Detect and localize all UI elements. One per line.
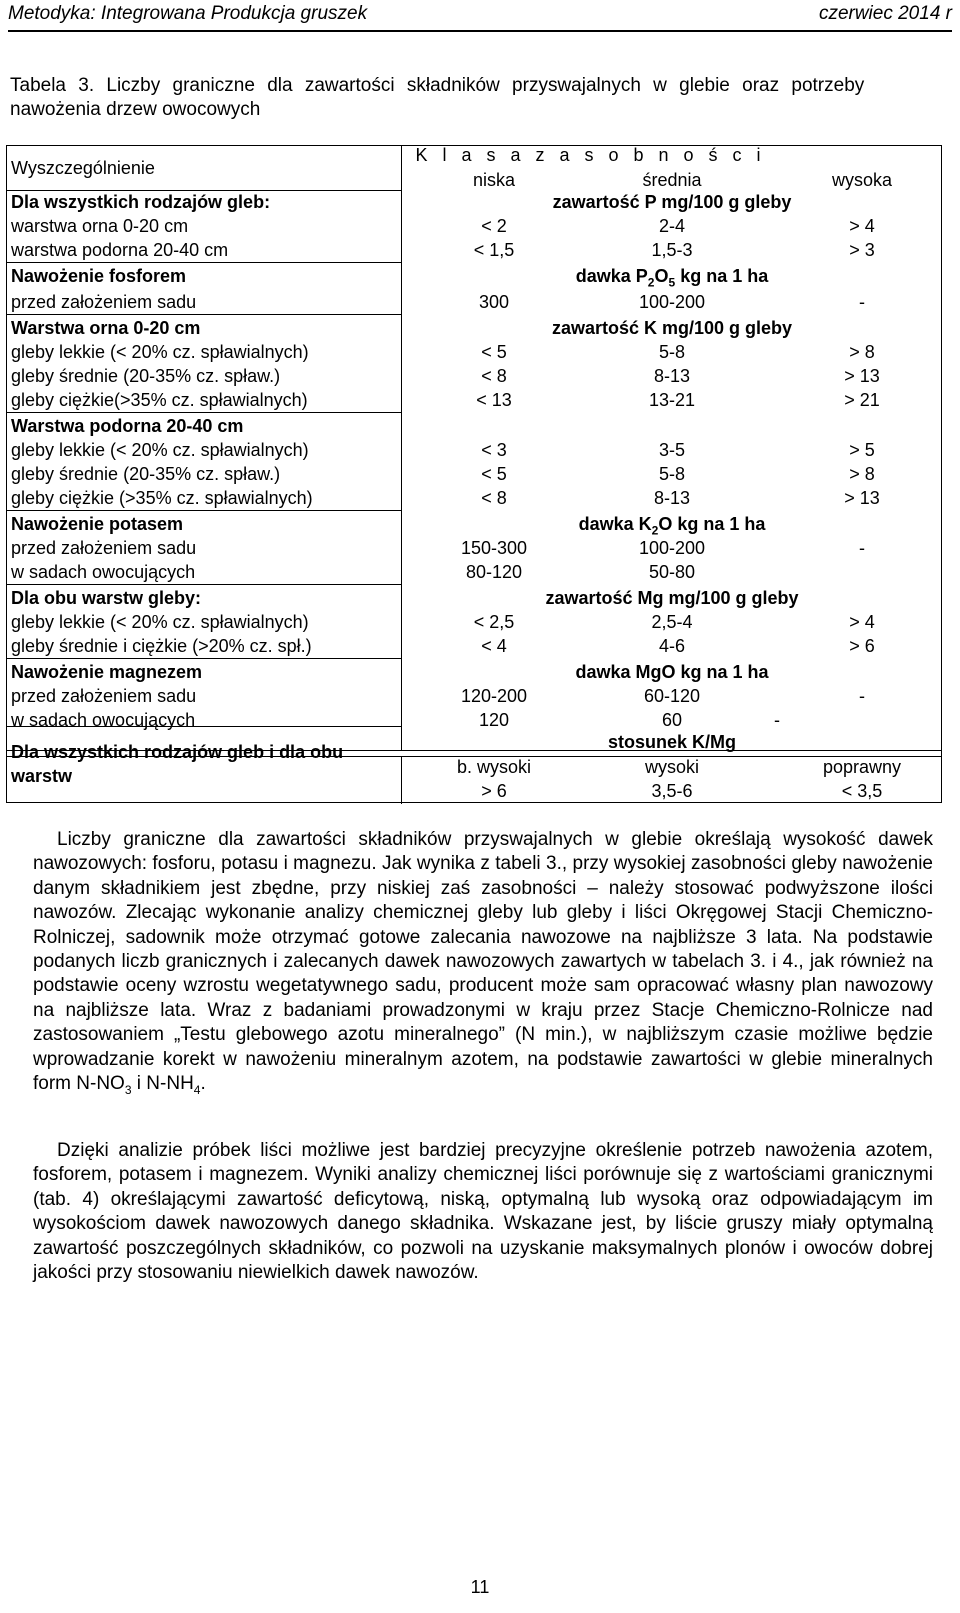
row-value: < 8: [481, 488, 507, 508]
row-value: 60: [661, 710, 683, 730]
row-value: > 13: [844, 366, 880, 386]
row-separator: [7, 314, 401, 315]
page-number: 11: [470, 1577, 490, 1597]
body-paragraph-2: [33, 1139, 933, 1285]
row-label: Warstwa podorna 20-40 cm: [11, 416, 244, 436]
row-value: 1,5-3: [651, 240, 693, 260]
row-value: 8-13: [653, 488, 691, 508]
row-value: 150-300: [460, 538, 528, 558]
class-low: niska: [472, 170, 516, 190]
column-divider-bottom: [401, 756, 402, 804]
row-value: > 4: [849, 216, 875, 236]
body-paragraph-1: [33, 828, 933, 1096]
row-value: > 4: [849, 612, 875, 632]
row-value: < 1,5: [473, 240, 515, 260]
class-header: K l a s a z a s o b n o ś c i: [415, 145, 763, 165]
caption-line-2: nawożenia drzew owocowych: [10, 99, 261, 120]
class-high: wysoka: [831, 170, 893, 190]
row-label: warstwa orna 0-20 cm: [11, 216, 189, 236]
row-value: > 13: [844, 488, 880, 508]
row-value: > 8: [849, 342, 875, 362]
last-row-value: > 6: [481, 781, 507, 801]
row-separator: [7, 510, 401, 511]
row-value: < 5: [481, 342, 507, 362]
row-value: 120-200: [460, 686, 528, 706]
row-label: gleby ciężkie (>35% cz. spławialnych): [11, 488, 313, 508]
row-value: -: [859, 686, 865, 706]
row-unit: zawartość Mg mg/100 g gleby: [545, 588, 799, 608]
row-value: < 5: [481, 464, 507, 484]
row-separator: [7, 658, 401, 659]
row-label: przed założeniem sadu: [11, 686, 197, 706]
row-value: -: [859, 292, 865, 312]
paragraph-text: Dzięki analizie próbek liści możliwe jest bardziej precyzyjne określenie potrzeb nawożenia azotem, fosforem, potasem i magnezem. Wyniki analizy chemicznej liści porównuje się z wartościami granicznymi (tab. 4) określającymi zawartość deficytową, niską, optymalną lub wysoką oraz odpowiadającym im wysokościom dawek nawozowych danego składnika. Wskazane jest, by liście gruszy miały optymalną zawartość poszczególnych składników, co pozwoli na uzyskanie maksymalnych plonów i owoców dobrej jakości przy stosowaniu niewielkich dawek nawozów.: [33, 1140, 933, 1284]
row-value: < 4: [481, 636, 507, 656]
row-value: > 8: [849, 464, 875, 484]
last-row-value: b. wysoki: [456, 757, 532, 777]
row-unit: zawartość K mg/100 g gleby: [551, 318, 793, 338]
table-caption: [10, 74, 950, 122]
last-row-value: wysoki: [644, 757, 700, 777]
paragraph-text: Liczby graniczne dla zawartości składników przyswajalnych w glebie określają wysokość dawek nawozowych: fosforu, potasu i magnezu. Jak wynika z tabeli 3., przy wysokiej zasobności gleby nawożenie danym składnikiem jest zbędne, przy niskiej zaś zasobności – należy stosować podwyższone ilości nawozów. Zlecając wykonanie analizy chemicznej gleby lub gleby i liści Okręgowej Stacji Chemiczno-Rolniczej, sadownik może otrzymać gotowe zalecania nawozowe na najbliższe 3 lata. Na podstawie podanych liczb granicznych i zalecanych dawek nawozowych zawartych w tabelach 3. i 4., jak również na podstawie oceny wzrostu wegetatywnego sadu, producent może sam opracować własny plan nawozowy na najbliższe lata. Wraz z badaniami prowadzonymi w kraju przez Stacje Chemiczno-Rolnicze nad zastosowaniem „Testu glebowego azotu mineralnego” (N min.), w najbliższym czasie możliwe będzie wprowadzanie korekt w nawożeniu mineralnym azotem, na podstawie zawartości w glebie mineralnych form $N-NO_3$ i $N-NH_4$.: [33, 829, 933, 1097]
row-label: gleby lekkie (< 20% cz. spławialnych): [11, 612, 309, 632]
row-label: gleby lekkie (< 20% cz. spławialnych): [11, 440, 309, 460]
row-value: 80-120: [465, 562, 523, 582]
last-row-value: 3,5-6: [651, 781, 693, 801]
row-value: < 2: [481, 216, 507, 236]
last-row-value: < 3,5: [841, 781, 883, 801]
row-value: < 3: [481, 440, 507, 460]
row-value: -: [859, 538, 865, 558]
row-label: gleby lekkie (< 20% cz. spławialnych): [11, 342, 309, 362]
header-title: Metodyka: Integrowana Produkcja gruszek: [8, 3, 368, 24]
column-divider: [401, 146, 402, 750]
row-value: < 13: [476, 390, 512, 410]
nutrient-threshold-table: [6, 145, 942, 803]
header-date: czerwiec 2014 r: [818, 3, 952, 24]
last-row-label-2: warstw: [11, 766, 73, 786]
last-row-unit: stosunek K/Mg: [607, 732, 737, 752]
last-row-value: poprawny: [822, 757, 902, 777]
row-unit: dawka $P_2O_5$ kg na 1 ha: [575, 266, 769, 290]
row-label: gleby średnie (20-35% cz. spław.): [11, 366, 281, 386]
row-unit: dawka $K_2O$ kg na 1 ha: [578, 514, 766, 538]
row-value: 100-200: [638, 292, 706, 312]
row-value: 4-6: [658, 636, 686, 656]
row-value: < 8: [481, 366, 507, 386]
row-value: 2-4: [658, 216, 686, 236]
row-value: 100-200: [638, 538, 706, 558]
row-label: w sadach owocujących: [11, 710, 196, 730]
column-header-label: Wyszczególnienie: [11, 158, 155, 178]
row-unit: zawartość P mg/100 g gleby: [552, 192, 792, 212]
row-label: gleby średnie (20-35% cz. spław.): [11, 464, 281, 484]
row-label: Nawożenie potasem: [11, 514, 184, 534]
row-label: Nawożenie fosforem: [11, 266, 187, 286]
row-value: 8-13: [653, 366, 691, 386]
caption-line-1: Tabela 3. Liczby graniczne dla zawartości składników przyswajalnych w glebie oraz potrzeby: [10, 75, 865, 96]
row-label: przed założeniem sadu: [11, 292, 197, 312]
row-label: Nawożenie magnezem: [11, 662, 203, 682]
row-unit: dawka MgO kg na 1 ha: [575, 662, 769, 682]
row-value: > 5: [849, 440, 875, 460]
row-label: Dla obu warstw gleby:: [11, 588, 202, 608]
last-row-label-1: Dla wszystkich rodzajów gleb i dla obu: [11, 742, 344, 762]
row-label: gleby średnie i ciężkie (>20% cz. spł.): [11, 636, 312, 656]
row-label: gleby ciężkie(>35% cz. spławialnych): [11, 390, 308, 410]
row-separator: [7, 262, 401, 263]
class-medium: średnia: [642, 170, 702, 190]
row-separator: [7, 412, 401, 413]
row-value: 5-8: [658, 342, 686, 362]
row-value: > 21: [844, 390, 880, 410]
row-value: 120: [478, 710, 510, 730]
row-value: 13-21: [648, 390, 696, 410]
row-value: 60-120: [643, 686, 701, 706]
row-label: Warstwa orna 0-20 cm: [11, 318, 201, 338]
row-label: Dla wszystkich rodzajów gleb:: [11, 192, 271, 212]
row-value: > 3: [849, 240, 875, 260]
row-label: przed założeniem sadu: [11, 538, 197, 558]
row-value: 2,5-4: [651, 612, 693, 632]
row-separator: [7, 584, 401, 585]
row-value: 50-80: [648, 562, 696, 582]
row-label: w sadach owocujących: [11, 562, 196, 582]
running-header: [8, 0, 952, 32]
row-value: 300: [478, 292, 510, 312]
row-value: 3-5: [658, 440, 686, 460]
row-value: < 2,5: [473, 612, 515, 632]
row-label: warstwa podorna 20-40 cm: [11, 240, 229, 260]
row-value: -: [774, 710, 780, 730]
row-value: 5-8: [658, 464, 686, 484]
row-value: > 6: [849, 636, 875, 656]
